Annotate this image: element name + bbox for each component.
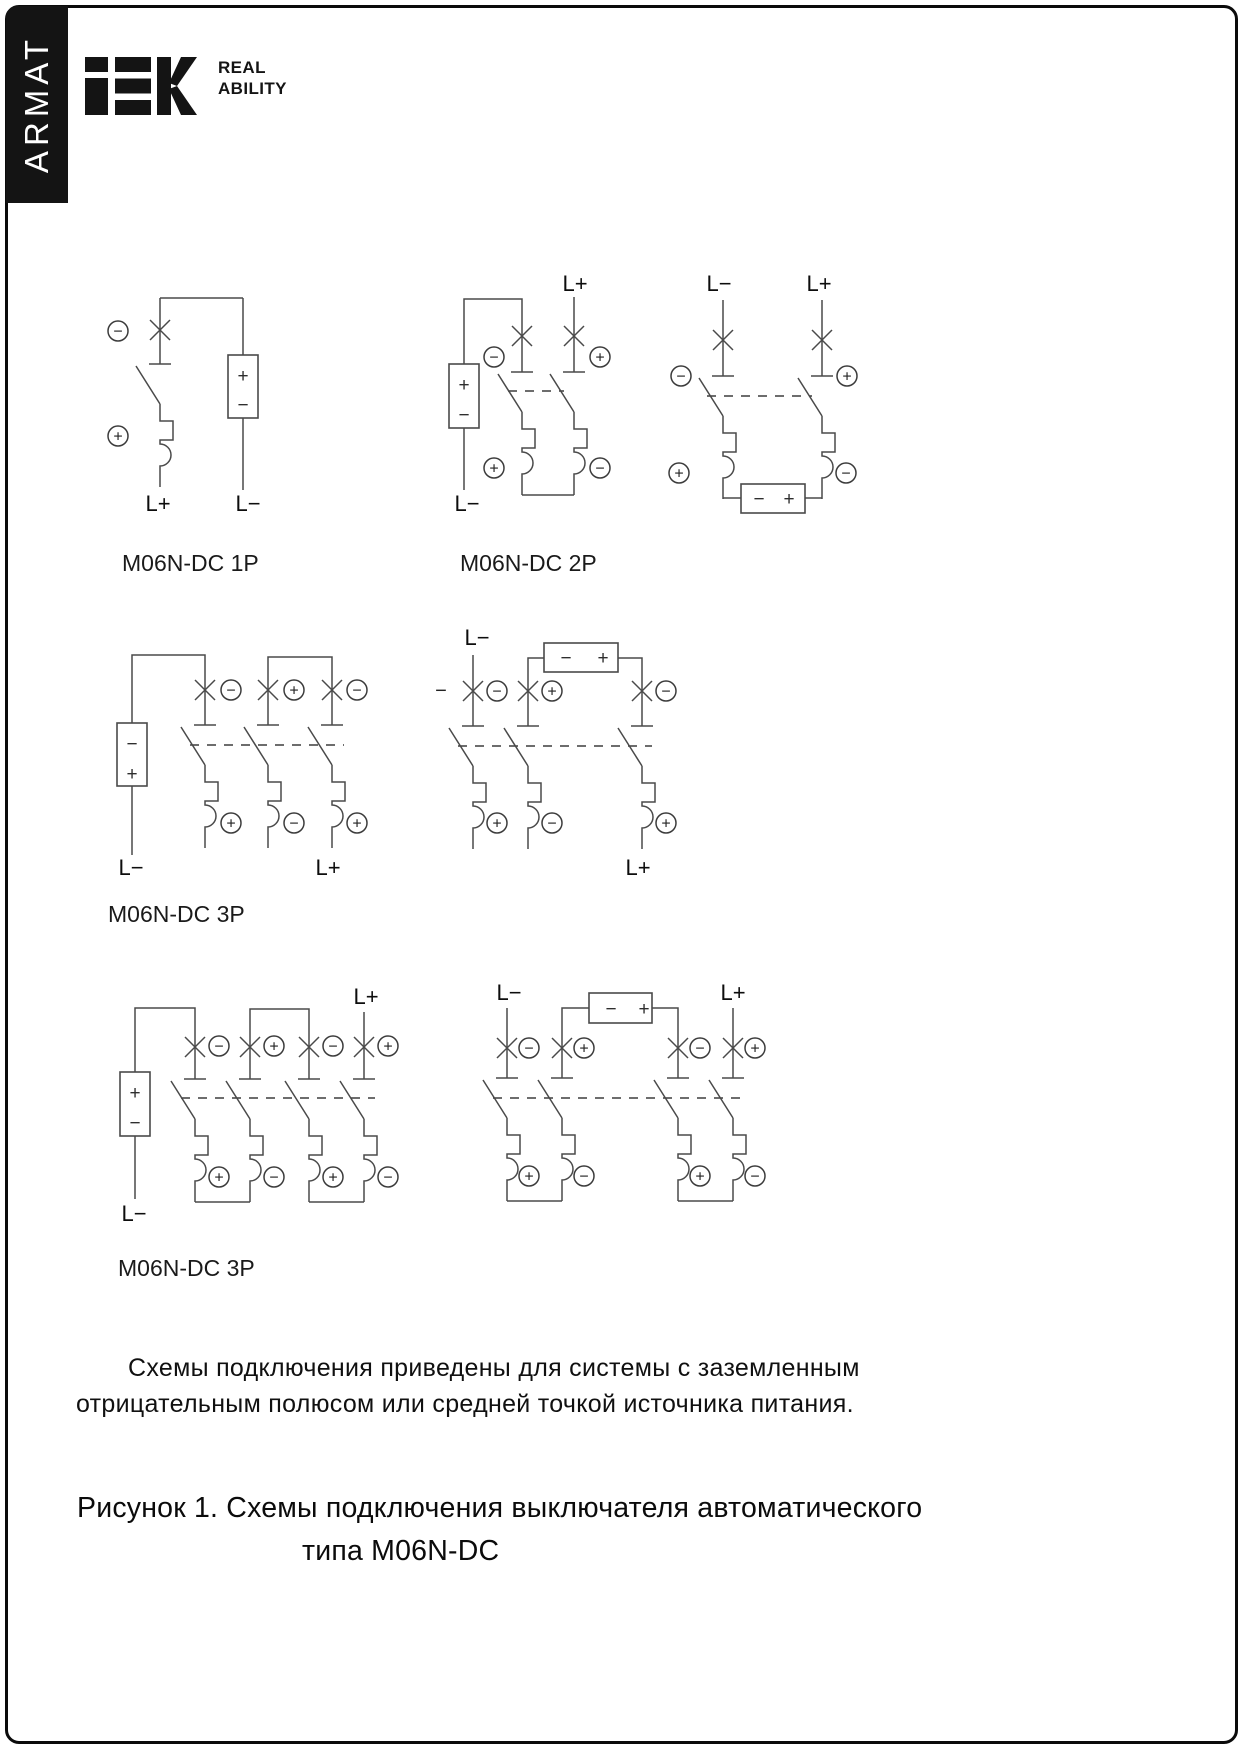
terminal-label-lminus: L− — [464, 625, 490, 650]
svg-text:−: − — [595, 460, 605, 478]
wiring — [160, 298, 243, 490]
breaker-pole — [136, 364, 173, 487]
breaker-pole — [798, 376, 835, 499]
plus-marker-icon — [837, 366, 857, 386]
svg-text:+: + — [547, 683, 557, 701]
minus-marker-icon — [284, 813, 304, 833]
svg-text:−: − — [524, 1040, 534, 1058]
minus-marker-icon — [221, 680, 241, 700]
wiring — [464, 297, 574, 495]
breaker-pole — [181, 725, 218, 848]
terminal-label-lminus: L− — [496, 980, 522, 1005]
battery-minus-sign: − — [458, 405, 470, 426]
plus-marker-icon — [690, 1166, 710, 1186]
svg-text:+: + — [524, 1168, 534, 1186]
svg-text:+: + — [214, 1169, 224, 1187]
svg-text:+: + — [352, 815, 362, 833]
minus-marker-icon — [671, 366, 691, 386]
plus-marker-icon — [574, 1038, 594, 1058]
svg-text:+: + — [328, 1169, 338, 1187]
polarity-minus-label: − — [435, 680, 447, 702]
breaker-pole — [699, 376, 736, 499]
diagram-m06n-dc-4p-a — [120, 984, 398, 1226]
svg-text:−: − — [841, 465, 851, 483]
diagram-caption-3p: M06N-DC 3P — [108, 901, 245, 927]
terminal-label-lminus: L− — [118, 855, 144, 880]
plus-marker-icon — [378, 1036, 398, 1056]
plus-marker-icon — [519, 1166, 539, 1186]
terminal-label-lminus: L− — [235, 491, 261, 516]
svg-text:−: − — [579, 1168, 589, 1186]
svg-text:+: + — [383, 1038, 393, 1056]
plus-marker-icon — [484, 458, 504, 478]
figure-caption-line-2: типа M06N-DC — [302, 1535, 500, 1567]
terminal-label-lplus: L+ — [625, 855, 651, 880]
plus-marker-icon — [745, 1038, 765, 1058]
svg-text:−: − — [489, 349, 499, 367]
svg-text:−: − — [214, 1038, 224, 1056]
breaker-pole — [618, 726, 655, 849]
plus-marker-icon — [221, 813, 241, 833]
svg-text:+: + — [289, 682, 299, 700]
breaker-pole — [504, 726, 541, 849]
minus-marker-icon — [745, 1166, 765, 1186]
svg-text:−: − — [676, 368, 686, 386]
svg-text:+: + — [750, 1040, 760, 1058]
plus-marker-icon — [656, 813, 676, 833]
svg-text:+: + — [579, 1040, 589, 1058]
minus-marker-icon — [378, 1167, 398, 1187]
terminal-label-lminus: L− — [454, 491, 480, 516]
battery-plus-sign: + — [458, 375, 470, 396]
terminal-label-lplus: L+ — [562, 271, 588, 296]
minus-marker-icon — [209, 1036, 229, 1056]
diagram-m06n-dc-1p — [108, 298, 261, 516]
svg-text:−: − — [352, 682, 362, 700]
breaker-pole — [709, 1078, 746, 1201]
svg-text:−: − — [269, 1169, 279, 1187]
battery-plus-sign: + — [129, 1083, 141, 1104]
minus-marker-icon — [323, 1036, 343, 1056]
svg-text:−: − — [661, 683, 671, 701]
svg-text:−: − — [113, 323, 123, 341]
plus-marker-icon — [284, 680, 304, 700]
svg-text:+: + — [492, 815, 502, 833]
minus-marker-icon — [484, 347, 504, 367]
battery-minus-sign: − — [753, 489, 765, 510]
plus-marker-icon — [108, 426, 128, 446]
terminal-label-lplus: L+ — [145, 491, 171, 516]
notes-line-2: отрицательным полюсом или средней точкой источника питания. — [76, 1390, 854, 1418]
svg-text:−: − — [289, 815, 299, 833]
terminal-label-lplus: L+ — [353, 984, 379, 1009]
battery-plus-sign: + — [597, 648, 609, 669]
figure-caption-line-1: Рисунок 1. Схемы подключения выключателя автоматического — [77, 1492, 923, 1524]
svg-text:−: − — [226, 682, 236, 700]
minus-marker-icon — [656, 681, 676, 701]
battery-plus-sign: + — [638, 999, 650, 1020]
plus-marker-icon — [590, 347, 610, 367]
battery-minus-sign: − — [560, 648, 572, 669]
svg-text:−: − — [328, 1038, 338, 1056]
breaker-pole — [483, 1078, 520, 1201]
notes-line-1: Схемы подключения приведены для системы с заземленным — [128, 1354, 860, 1382]
svg-text:−: − — [695, 1040, 705, 1058]
battery-plus-sign: + — [783, 489, 795, 510]
svg-text:+: + — [113, 428, 123, 446]
minus-marker-icon — [519, 1038, 539, 1058]
breaker-pole — [654, 1078, 691, 1201]
notes-paragraph — [76, 1350, 866, 1422]
diagram-m06n-dc-3p-a — [117, 655, 367, 880]
battery-plus-sign: + — [237, 366, 249, 387]
plus-marker-icon — [264, 1036, 284, 1056]
svg-text:+: + — [842, 368, 852, 386]
plus-marker-icon — [669, 463, 689, 483]
diagram-m06n-dc-2p-a — [449, 271, 610, 516]
minus-marker-icon — [347, 680, 367, 700]
svg-text:+: + — [674, 465, 684, 483]
breaker-pole — [244, 725, 281, 848]
brand-tagline-line2: ABILITY — [218, 79, 287, 98]
battery-minus-sign: − — [237, 395, 249, 416]
breaker-pole — [308, 725, 345, 848]
plus-marker-icon — [542, 681, 562, 701]
minus-marker-icon — [487, 681, 507, 701]
plus-marker-icon — [347, 813, 367, 833]
svg-text:−: − — [750, 1168, 760, 1186]
terminal-label-lplus: L+ — [806, 271, 832, 296]
diagram-caption-1p: M06N-DC 1P — [122, 550, 259, 576]
terminal-label-lplus: L+ — [315, 855, 341, 880]
svg-text:+: + — [269, 1038, 279, 1056]
plus-marker-icon — [323, 1167, 343, 1187]
terminal-label-lminus: L− — [706, 271, 732, 296]
svg-text:−: − — [383, 1169, 393, 1187]
terminal-label-lplus: L+ — [720, 980, 746, 1005]
plus-marker-icon — [487, 813, 507, 833]
diagram-caption-3p-bottom: M06N-DC 3P — [118, 1255, 255, 1281]
diagram-caption-2p: M06N-DC 2P — [460, 550, 597, 576]
wiring — [723, 300, 822, 498]
battery-minus-sign: − — [129, 1113, 141, 1134]
breaker-pole — [449, 726, 486, 849]
svg-text:+: + — [489, 460, 499, 478]
breaker-pole — [538, 1078, 575, 1201]
minus-marker-icon — [264, 1167, 284, 1187]
figure-caption — [77, 1487, 937, 1573]
svg-text:+: + — [595, 349, 605, 367]
minus-marker-icon — [836, 463, 856, 483]
svg-text:+: + — [226, 815, 236, 833]
minus-marker-icon — [590, 458, 610, 478]
battery-minus-sign: − — [605, 999, 617, 1020]
svg-text:+: + — [695, 1168, 705, 1186]
diagram-m06n-dc-4p-b — [483, 980, 765, 1201]
svg-text:−: − — [547, 815, 557, 833]
battery-symbol — [741, 484, 805, 513]
svg-text:+: + — [661, 815, 671, 833]
terminal-label-lminus: L− — [121, 1201, 147, 1226]
minus-marker-icon — [574, 1166, 594, 1186]
diagram-m06n-dc-3p-b — [435, 625, 676, 880]
battery-minus-sign: − — [126, 734, 138, 755]
brand-tagline-line1: REAL — [218, 58, 266, 77]
breaker-pole — [550, 372, 587, 495]
minus-marker-icon — [690, 1038, 710, 1058]
diagram-m06n-dc-2p-b — [669, 271, 857, 513]
minus-marker-icon — [108, 321, 128, 341]
armat-banner-text: ARMAT — [18, 35, 55, 174]
svg-text:−: − — [492, 683, 502, 701]
plus-marker-icon — [209, 1167, 229, 1187]
minus-marker-icon — [542, 813, 562, 833]
battery-plus-sign: + — [126, 764, 138, 785]
